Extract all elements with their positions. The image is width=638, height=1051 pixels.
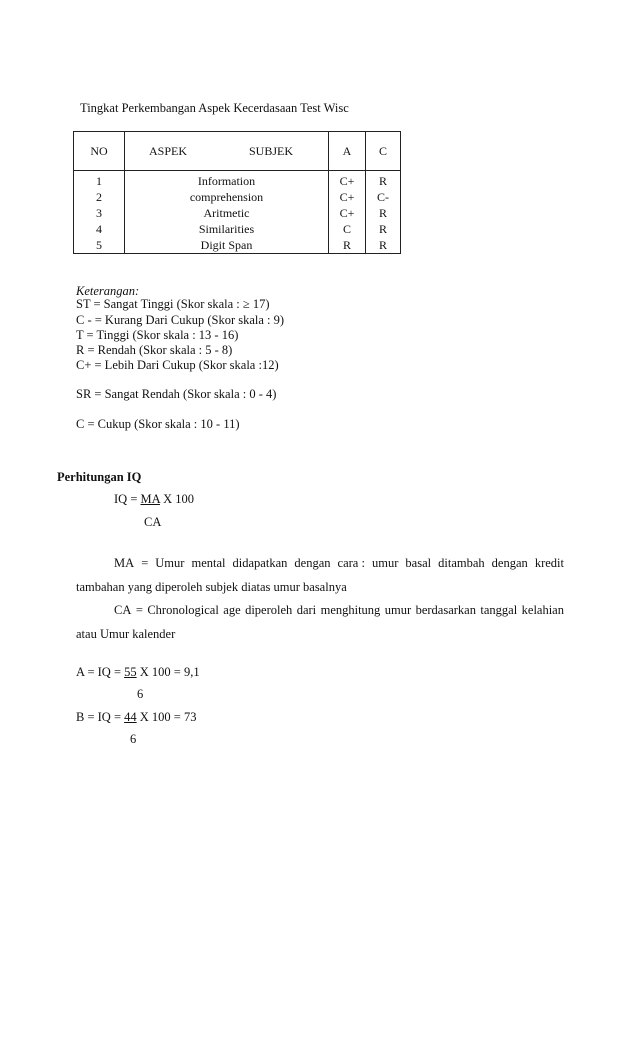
cell-c: C- — [366, 189, 401, 205]
word: didapatkan — [232, 556, 288, 570]
word: = — [141, 556, 149, 570]
cell-no: 2 — [74, 189, 125, 205]
legend-title: Keterangan: — [76, 284, 140, 298]
iq-formula — [114, 492, 194, 507]
calc-b — [76, 710, 196, 725]
ca-paragraph-line2: atau Umur kalender — [76, 627, 176, 641]
word: = — [135, 603, 143, 617]
table-header-row — [74, 132, 401, 171]
header-subjek: SUBJEK — [249, 144, 294, 158]
legend-item: C+ = Lebih Dari Cukup (Skor skala :12) — [76, 358, 279, 372]
ma-paragraph-line1 — [114, 556, 564, 571]
ma-paragraph-line2: tambahan yang diperoleh subjek diatas umur basalnya — [76, 580, 347, 594]
table-row — [74, 221, 401, 237]
word: mental — [191, 556, 226, 570]
header-aspek: ASPEK — [149, 144, 188, 158]
calc-b-prefix: B = IQ = — [76, 710, 125, 724]
cell-a: C — [329, 221, 366, 237]
word: umur — [384, 603, 412, 617]
calc-b-denominator: 6 — [130, 732, 137, 746]
table-row — [74, 171, 401, 190]
cell-a: C+ — [329, 171, 366, 190]
table-row — [74, 237, 401, 254]
table-row — [74, 189, 401, 205]
legend-item: SR = Sangat Rendah (Skor skala : 0 - 4) — [76, 387, 277, 401]
formula-denominator: CA — [144, 515, 162, 529]
word: berdasarkan — [415, 603, 476, 617]
ca-paragraph-line1 — [114, 603, 564, 618]
cell-no: 5 — [74, 237, 125, 254]
word: cara : — [337, 556, 365, 570]
cell-c: R — [366, 221, 401, 237]
cell-aspek: comprehension — [125, 189, 329, 205]
legend-item: T = Tinggi (Skor skala : 13 - 16) — [76, 328, 239, 342]
word: age — [223, 603, 241, 617]
header-aspek-subjek — [125, 132, 329, 171]
wisc-table — [73, 131, 401, 254]
word: dengan — [294, 556, 331, 570]
legend-item: C = Cukup (Skor skala : 10 - 11) — [76, 417, 240, 431]
word: menghitung — [320, 603, 381, 617]
cell-c: R — [366, 205, 401, 221]
cell-c: R — [366, 237, 401, 254]
cell-aspek: Digit Span — [125, 237, 329, 254]
header-a: A — [329, 132, 366, 171]
word: tanggal — [480, 603, 518, 617]
section-title: Perhitungan IQ — [57, 470, 142, 484]
cell-aspek: Information — [125, 171, 329, 190]
calc-a — [76, 665, 200, 680]
calc-a-numerator: 55 — [124, 665, 137, 679]
word: kelahian — [521, 603, 564, 617]
formula-suffix: X 100 — [159, 492, 194, 506]
cell-c: R — [366, 171, 401, 190]
header-no: NO — [74, 132, 125, 171]
cell-aspek: Aritmetic — [125, 205, 329, 221]
word: umur — [371, 556, 399, 570]
calc-b-suffix: X 100 = 73 — [136, 710, 197, 724]
cell-no: 1 — [74, 171, 125, 190]
word: dari — [296, 603, 317, 617]
calc-a-prefix: A = IQ = — [76, 665, 125, 679]
cell-a: C+ — [329, 189, 366, 205]
word: diperoleh — [245, 603, 293, 617]
cell-aspek: Similarities — [125, 221, 329, 237]
cell-a: C+ — [329, 205, 366, 221]
word: Umur — [155, 556, 185, 570]
word: ditambah — [438, 556, 485, 570]
word: basal — [405, 556, 432, 570]
legend-item: C - = Kurang Dari Cukup (Skor skala : 9) — [76, 313, 285, 327]
word: CA — [114, 603, 132, 617]
table-row — [74, 205, 401, 221]
formula-prefix: IQ = — [114, 492, 141, 506]
cell-no: 4 — [74, 221, 125, 237]
word: MA — [114, 556, 135, 570]
calc-a-suffix: X 100 = 9,1 — [136, 665, 200, 679]
legend-item: R = Rendah (Skor skala : 5 - 8) — [76, 343, 233, 357]
table-title: Tingkat Perkembangan Aspek Kecerdasaan Test Wisc — [80, 101, 349, 115]
legend-item: ST = Sangat Tinggi (Skor skala : ≥ 17) — [76, 297, 270, 311]
calc-b-numerator: 44 — [124, 710, 137, 724]
word: Chronological — [147, 603, 219, 617]
word: dengan — [491, 556, 528, 570]
cell-no: 3 — [74, 205, 125, 221]
cell-a: R — [329, 237, 366, 254]
formula-numerator: MA — [140, 492, 160, 506]
word: kredit — [534, 556, 564, 570]
calc-a-denominator: 6 — [137, 687, 144, 701]
header-c: C — [366, 132, 401, 171]
